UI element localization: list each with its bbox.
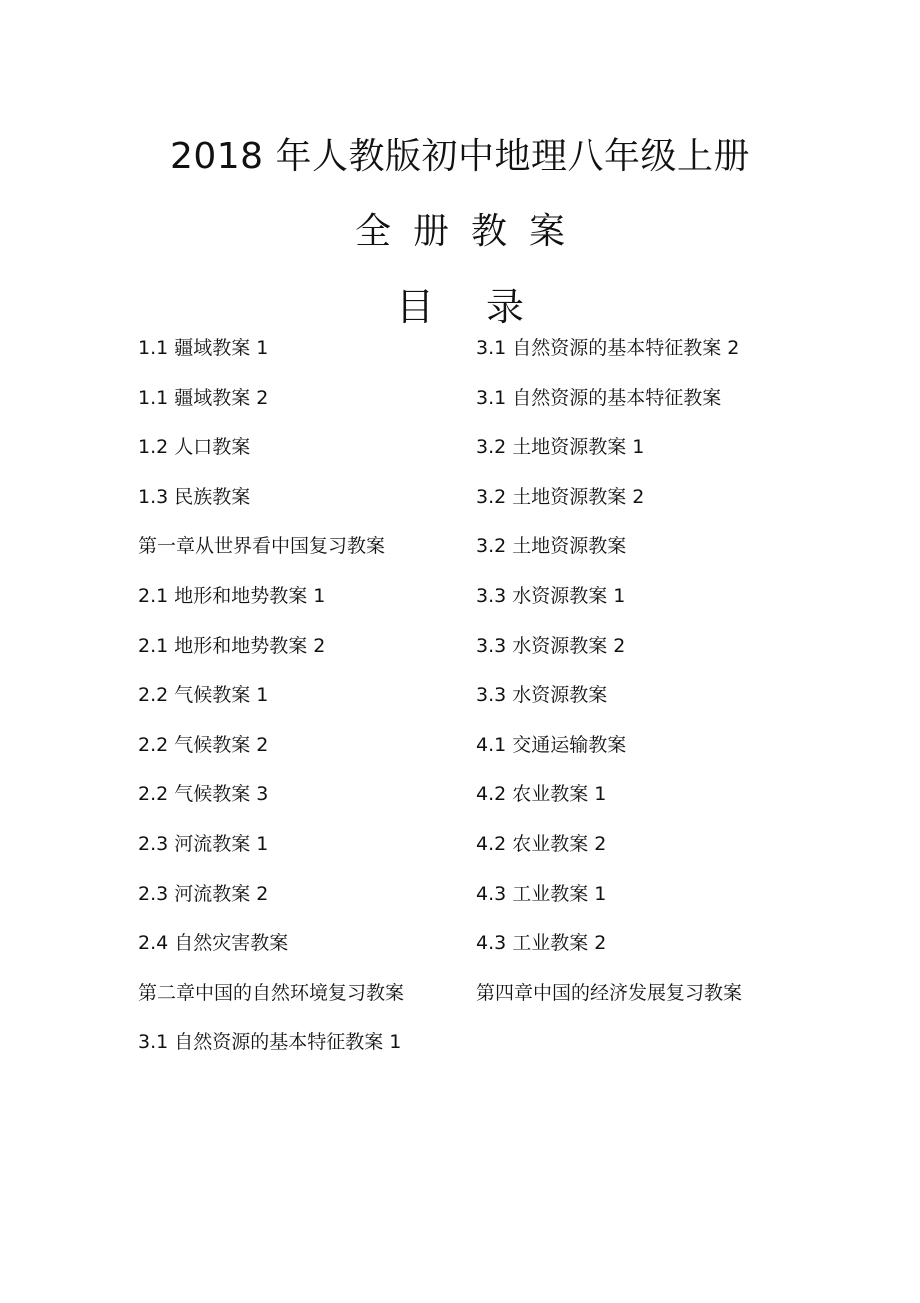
toc-item: 第一章从世界看中国复习教案 <box>138 535 386 558</box>
document-title: 2018 年人教版初中地理八年级上册 <box>169 136 751 177</box>
toc-item: 3.1 自然资源的基本特征教案 <box>476 386 722 409</box>
toc-item: 2.3 河流教案 2 <box>138 882 269 905</box>
toc-item: 3.1 自然资源的基本特征教案 2 <box>476 337 740 359</box>
toc-item: 2.2 气候教案 3 <box>138 783 269 806</box>
toc-item: 3.1 自然资源的基本特征教案 1 <box>138 1031 402 1054</box>
toc-item: 3.2 土地资源教案 1 <box>476 436 645 459</box>
toc-item: 第四章中国的经济发展复习教案 <box>476 981 743 1004</box>
toc-item: 3.3 水资源教案 2 <box>476 634 626 657</box>
toc-item: 2.2 气候教案 1 <box>138 684 269 707</box>
toc-item: 2.2 气候教案 2 <box>138 733 269 756</box>
toc-item: 2.1 地形和地势教案 2 <box>138 634 326 657</box>
toc-item: 1.1 疆域教案 2 <box>138 386 269 409</box>
toc-item: 1.1 疆域教案 1 <box>138 337 269 359</box>
toc-item: 4.1 交通运输教案 <box>476 733 627 756</box>
toc-item: 1.3 民族教案 <box>138 485 251 508</box>
toc-item: 4.3 工业教案 2 <box>476 932 607 955</box>
toc-item: 1.2 人口教案 <box>138 436 251 459</box>
toc-item: 2.4 自然灾害教案 <box>138 932 289 955</box>
toc-item: 3.2 土地资源教案 <box>476 535 627 558</box>
toc-item: 3.3 水资源教案 <box>476 684 608 707</box>
toc-item: 2.1 地形和地势教案 1 <box>138 584 326 607</box>
toc-item: 2.3 河流教案 1 <box>138 832 269 855</box>
toc-heading: 目录 <box>395 285 576 329</box>
toc-left-column <box>138 334 468 1078</box>
toc-item: 4.2 农业教案 1 <box>476 783 607 806</box>
toc-right-column <box>476 334 806 1028</box>
toc-item: 第二章中国的自然环境复习教案 <box>138 981 405 1004</box>
document-subtitle: 全册教案 <box>354 211 587 252</box>
toc-item: 3.3 水资源教案 1 <box>476 584 626 607</box>
toc-item: 4.3 工业教案 1 <box>476 882 607 905</box>
toc-item: 4.2 农业教案 2 <box>476 832 607 855</box>
toc-item: 3.2 土地资源教案 2 <box>476 485 645 508</box>
